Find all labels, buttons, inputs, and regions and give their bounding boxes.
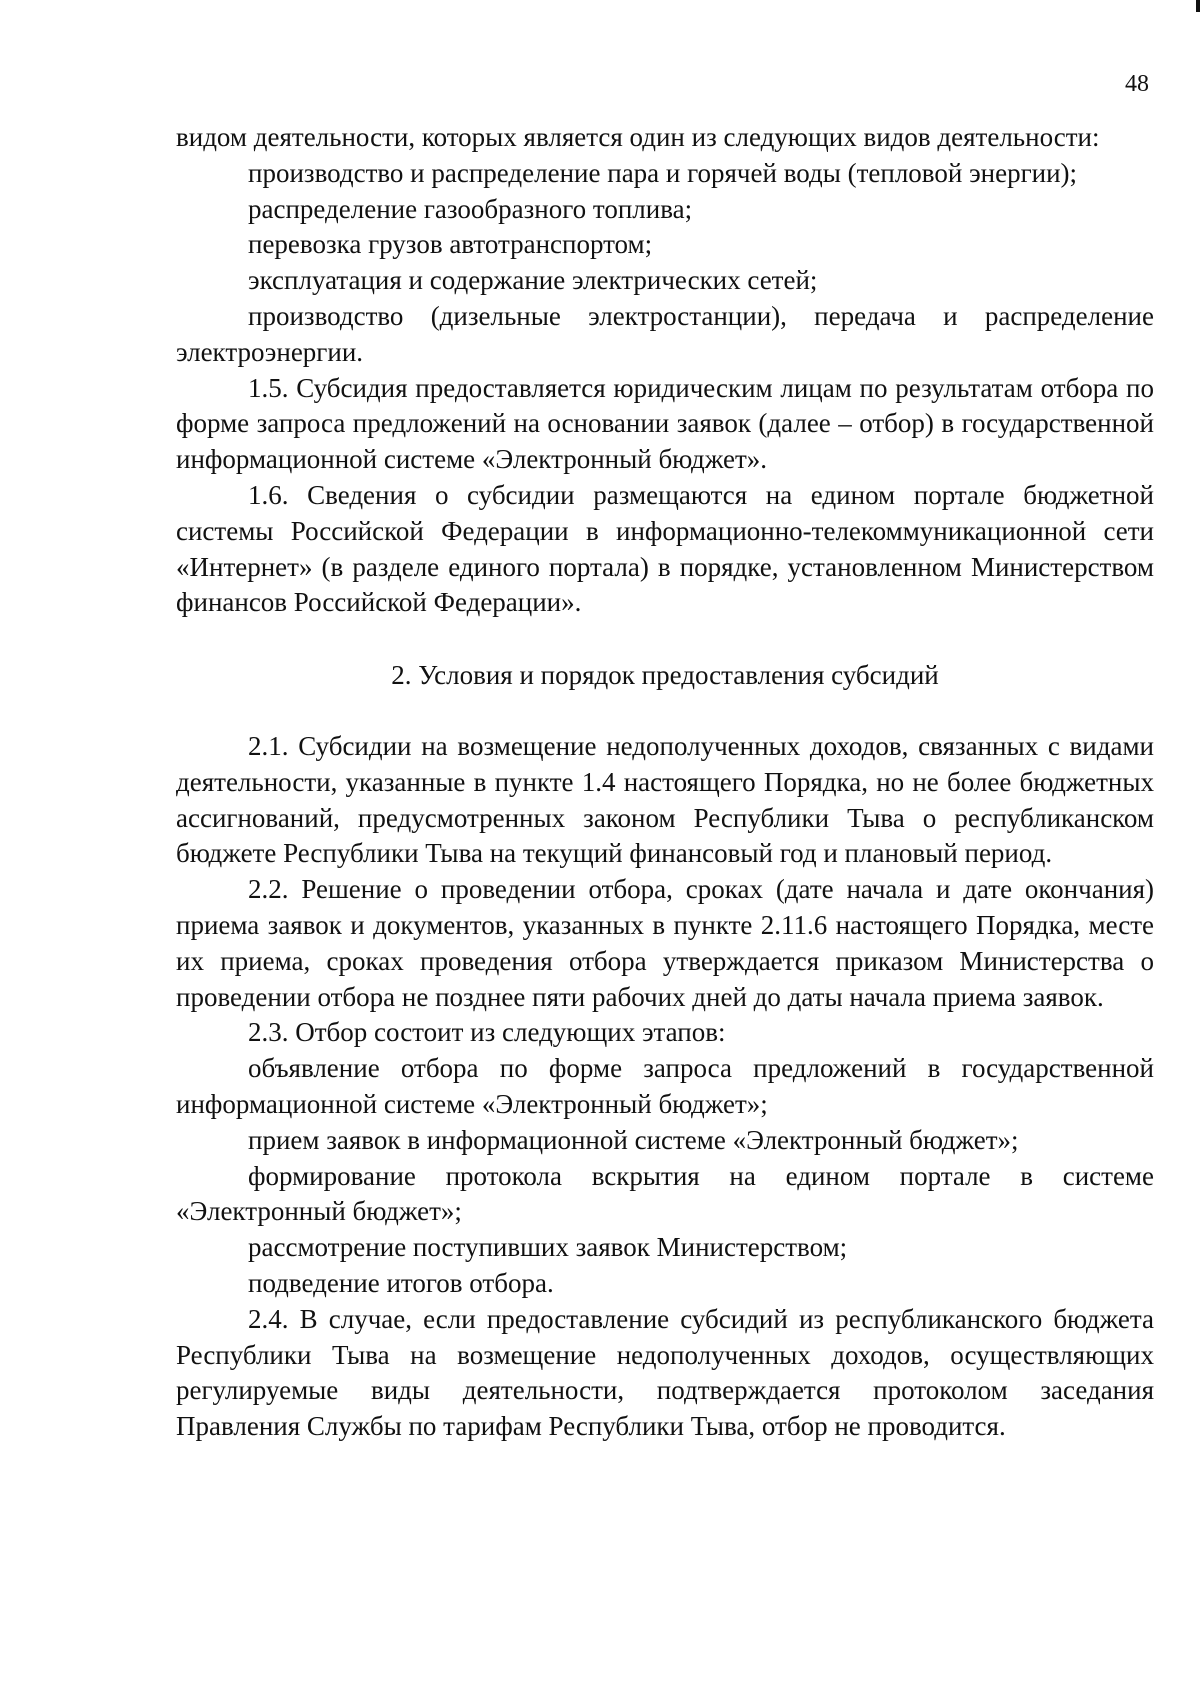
clause-2-3: 2.3. Отбор состоит из следующих этапов: [248,1017,726,1048]
clause-1-5: 1.5. Субсидия предоставляется юридическим лицам по результатам отбора по форме запроса предложений на основании заявок (далее – отбор) в государственной информационной системе «Электронный бюджет». [176,372,1154,475]
activity-item: производство и распределение пара и горячей воды (тепловой энергии); [248,157,1078,188]
activity-item: перевозка грузов автотранспортом; [248,229,653,260]
activity-item: эксплуатация и содержание электрических сетей; [248,265,818,296]
activity-item: распределение газообразного топлива; [248,193,693,224]
page-number: 48 [1125,71,1149,97]
selection-stage: формирование протокола вскрытия на едином портале в системе «Электронный бюджет»; [176,1160,1154,1227]
section-heading: 2. Условия и порядок предоставления субсидий [391,660,939,691]
selection-stage: рассмотрение поступивших заявок Министерством; [248,1232,848,1263]
activity-item: производство (дизельные электростанции), передача и распределение электроэнергии. [176,300,1154,367]
selection-stage: прием заявок в информационной системе «Электронный бюджет»; [248,1124,1019,1155]
clause-2-2: 2.2. Решение о проведении отбора, сроках (дате начала и дате окончания) приема заявок и документов, указанных в пункте 2.11.6 настоящего Порядка, месте их приема, сроках проведения отбора утверждается приказом Министерства о проведении отбора не позднее пяти рабочих дней до даты начала приема заявок. [176,874,1154,1012]
clause-2-1: 2.1. Субсидии на возмещение недополученных доходов, связанных с видами деятельности, указанные в пункте 1.4 настоящего Порядка, но не более бюджетных ассигнований, предусмотренных законом Республики Тыва о республиканском бюджете Республики Тыва на текущий финансовый год и плановый период. [176,730,1154,869]
selection-stage: подведение итогов отбора. [248,1267,554,1298]
clause-2-4: 2.4. В случае, если предоставление субсидий из республиканского бюджета Республики Тыва на возмещение недополученных доходов, осуществляющих регулируемые виды деятельности, подтверждается протоколом заседания Правления Службы по тарифам Республики Тыва, отбор не проводится. [176,1303,1154,1442]
selection-stage: объявление отбора по форме запроса предложений в государственной информационной системе «Электронный бюджет»; [176,1053,1154,1119]
scan-edge-mark [1196,0,1200,12]
document-body [176,120,1154,1445]
clause-1-6: 1.6. Сведения о субсидии размещаются на едином портале бюджетной системы Российской Федерации в информационно-телекоммуникационной сети «Интернет» (в разделе единого портала) в порядке, установленном Министерством финансов Российской Федерации». [176,479,1154,618]
paragraph-continuation: видом деятельности, которых является один из следующих видов деятельности: [176,122,1100,152]
